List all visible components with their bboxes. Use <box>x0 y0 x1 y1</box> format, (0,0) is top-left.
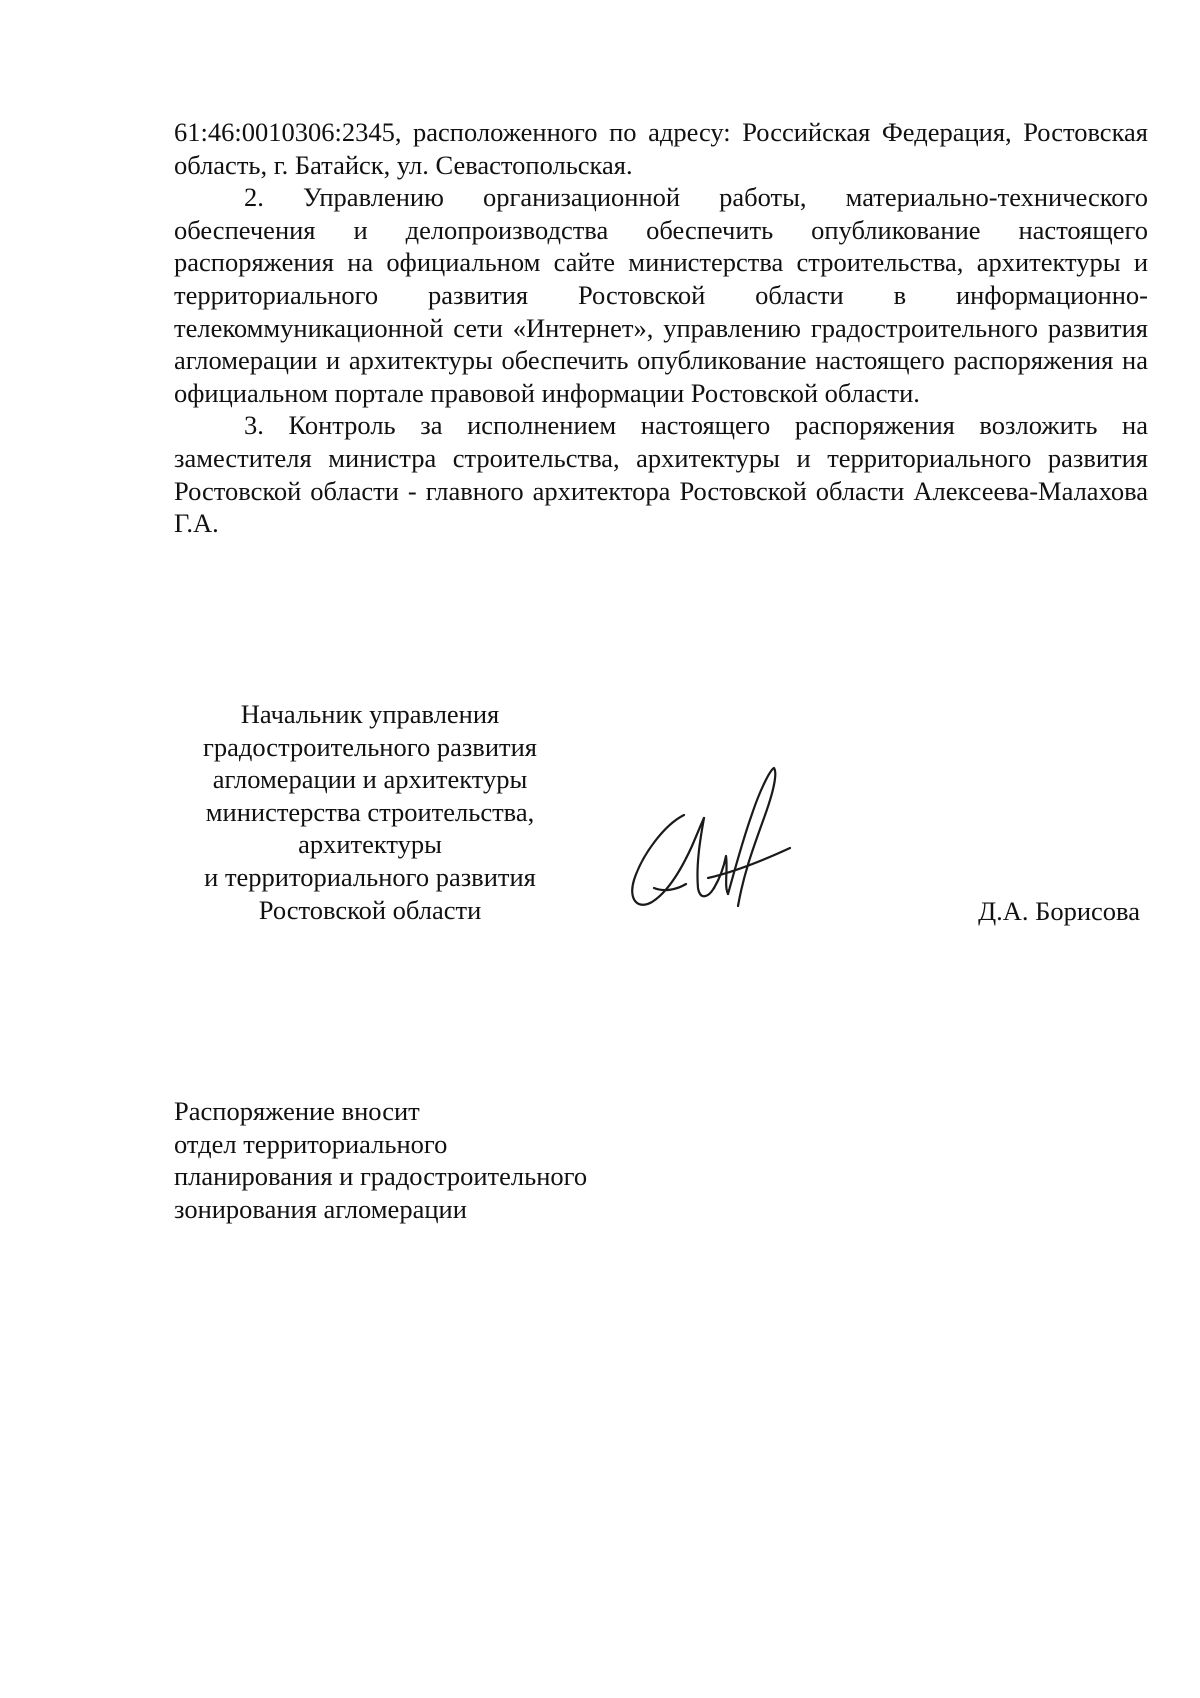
submitted-by-line: зонирования агломерации <box>174 1193 467 1224</box>
signatory-name: Д.А. Борисова <box>978 896 1140 926</box>
submitted-by-line: отдел территориального <box>174 1128 448 1159</box>
signatory-position-line: Начальник управления <box>240 699 500 729</box>
paragraph-publication-order: 2. Управлению организационной работы, материально-технического обеспечения и делопроизводства обеспечить опубликование настоящего распоряжения на официальном сайте министерства строительства, архитектуры и территориального развития Ростовской области в информационно-телекоммуникационной сети «Интернет», управлению градостроительного развития агломерации и архитектуры обеспечить опубликование настоящего распоряжения на официальном портале правовой информации Ростовской области. <box>174 182 1148 408</box>
signatory-position-line: министерства строительства, <box>205 796 535 827</box>
signatory-position-line: архитектуры <box>298 829 442 860</box>
submitted-by-note <box>174 1095 674 1225</box>
submitted-by-line: планирования и градостроительного <box>174 1161 588 1192</box>
document-body <box>174 116 1148 540</box>
signatory-position-line: и территориального развития <box>204 861 536 892</box>
signatory-position-line: градостроительного развития <box>203 731 537 762</box>
submitted-by-line: Распоряжение вносит <box>174 1096 420 1126</box>
paragraph-cadastral-address: 61:46:0010306:2345, расположенного по адресу: Российская Федерация, Ростовская область, г. Батайск, ул. Севастопольская. <box>174 117 1148 180</box>
signatory-position <box>160 698 580 926</box>
signatory-position-line: Ростовской области <box>258 894 482 925</box>
handwritten-signature <box>624 760 794 920</box>
paragraph-control-order: 3. Контроль за исполнением настоящего распоряжения возложить на заместителя министра строительства, архитектуры и территориального развития Ростовской области - главного архитектора Ростовской области Алексеева-Малахова Г.А. <box>174 410 1148 539</box>
signatory-position-line: агломерации и архитектуры <box>212 764 528 795</box>
